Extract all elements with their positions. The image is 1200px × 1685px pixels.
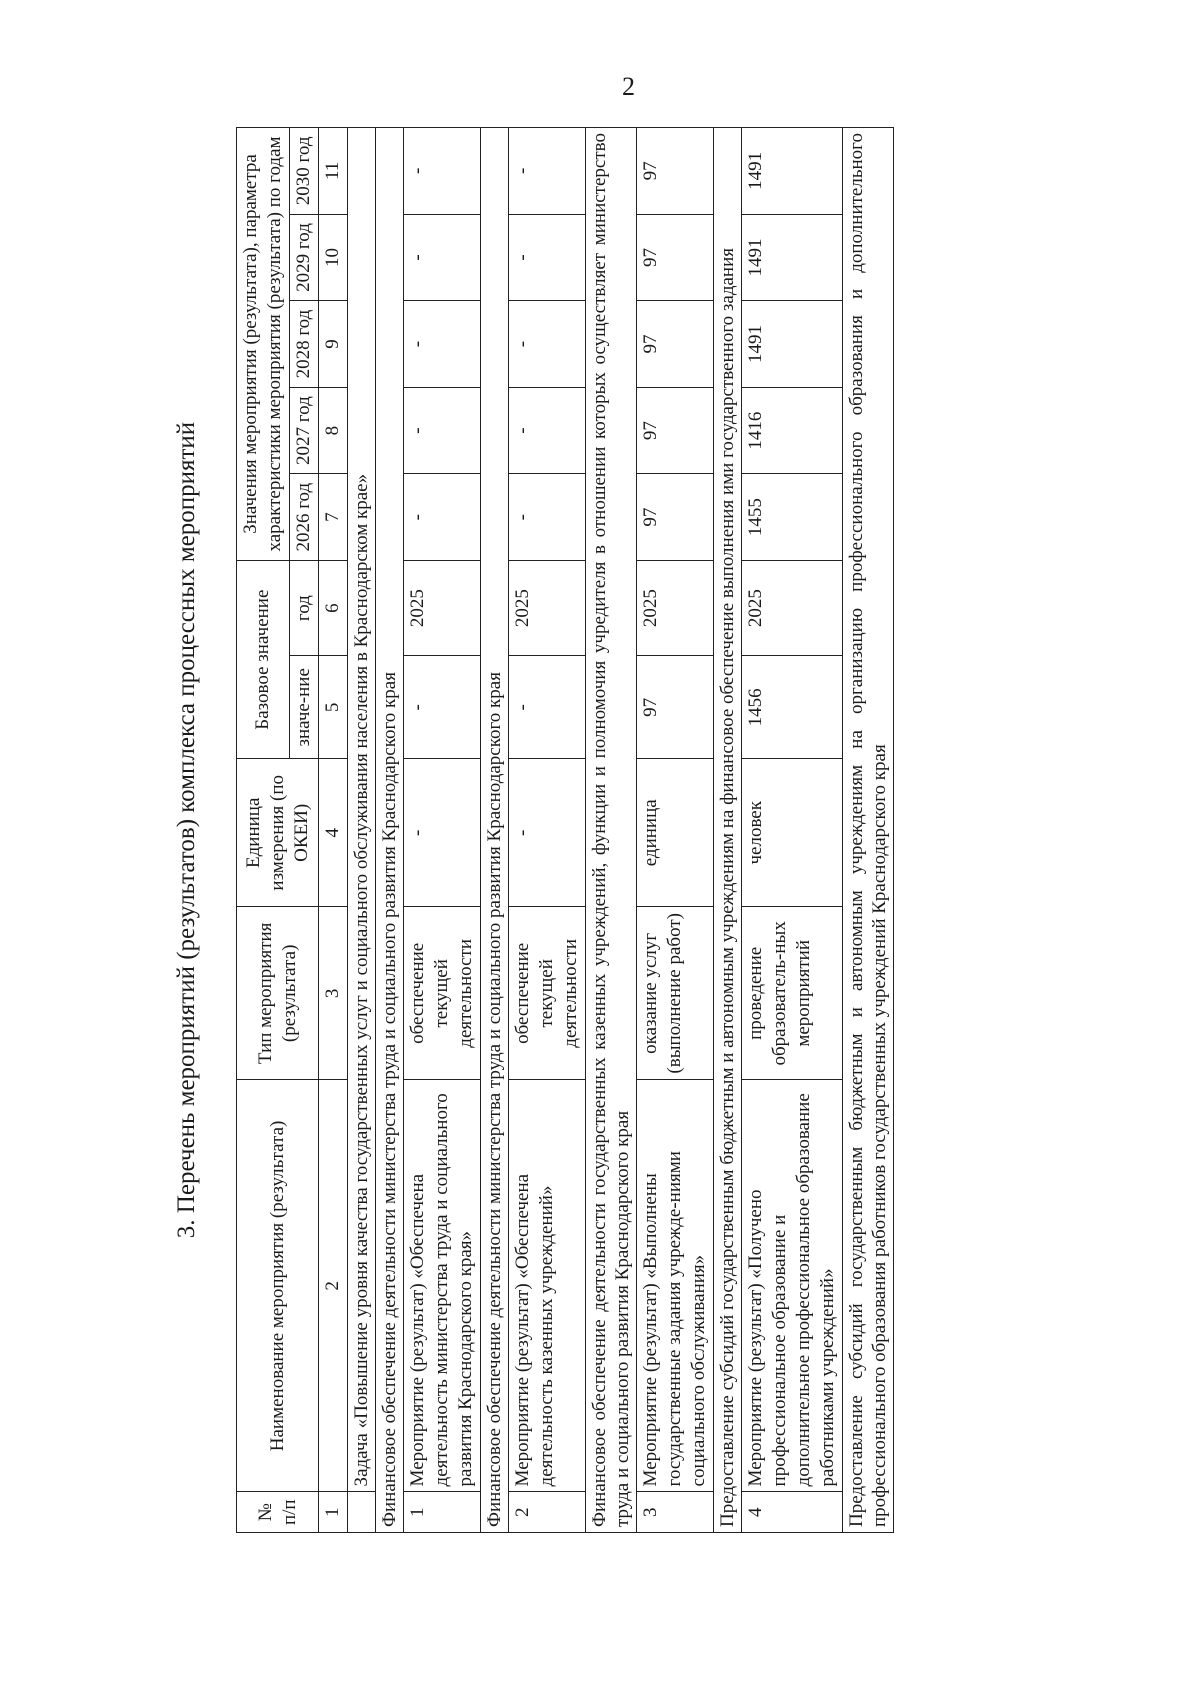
row-base-year: 2025 [637, 560, 714, 655]
header-values: Значения мероприятия (результата), параметра характеристики мероприятия (результата) по годам [237, 128, 290, 561]
row-base-value: - [404, 656, 481, 759]
row-value-2027: 97 [637, 387, 714, 474]
table-row [509, 128, 586, 1533]
header-year-2026: 2026 год [290, 474, 319, 561]
column-numbers-row [319, 128, 348, 1533]
row-value-2027: - [509, 387, 586, 474]
row-num: 4 [742, 1492, 843, 1533]
row-type: оказание услуг (выполнение работ) [637, 907, 714, 1080]
section-heading: 3. Перечень мероприятий (результатов) комплекса процессных мероприятий [173, 421, 200, 1239]
row-name: Мероприятие (результат) «Обеспечена деятельность казенных учреждений» [509, 1080, 586, 1492]
col-number: 3 [319, 907, 348, 1080]
row-base-year: 2025 [404, 560, 481, 655]
row-value-2030: - [509, 128, 586, 215]
row-name: Мероприятие (результат) «Получено профессиональное образование и дополнительное профессиональное образование работниками учреждений» [742, 1080, 843, 1492]
section-row [481, 128, 509, 1533]
page-number: 2 [622, 72, 635, 101]
header-base: Базовое значение [237, 560, 290, 758]
row-value-2027: - [404, 387, 481, 474]
section-row [586, 128, 637, 1533]
col-number: 4 [319, 759, 348, 907]
col-number: 6 [319, 560, 348, 655]
row-base-year: 2025 [509, 560, 586, 655]
row-unit: единица [637, 759, 714, 907]
section-row [714, 128, 742, 1533]
row-num: 3 [637, 1492, 714, 1533]
header-year-2027: 2027 год [290, 387, 319, 474]
col-number: 2 [319, 1080, 348, 1492]
row-num: 2 [509, 1492, 586, 1533]
row-value-2029: - [404, 214, 481, 301]
row-base-value: 1456 [742, 656, 843, 759]
row-value-2030: 1491 [742, 128, 843, 215]
activities-table [236, 127, 894, 1533]
col-number: 9 [319, 301, 348, 388]
row-value-2029: - [509, 214, 586, 301]
row-name: Мероприятие (результат) «Обеспечена деятельность министерства труда и социального развития Краснодарского края» [404, 1080, 481, 1492]
row-value-2028: 97 [637, 301, 714, 388]
table-row [742, 128, 843, 1533]
header-row-1 [237, 128, 290, 1533]
col-number: 10 [319, 214, 348, 301]
row-type: проведение образователь-ных мероприятий [742, 907, 843, 1080]
row-unit: человек [742, 759, 843, 907]
row-base-value: - [509, 656, 586, 759]
row-value-2026: - [404, 474, 481, 561]
row-name: Мероприятие (результат) «Выполнены государственные задания учрежде-ниями социального обслуживания» [637, 1080, 714, 1492]
row-value-2026: - [509, 474, 586, 561]
col-number: 1 [319, 1492, 348, 1533]
header-year-2028: 2028 год [290, 301, 319, 388]
header-num: № п/п [237, 1492, 319, 1533]
row-value-2029: 1491 [742, 214, 843, 301]
col-number: 7 [319, 474, 348, 561]
section-title-1: Финансовое обеспечение деятельности министерства труда и социального развития Краснодарского края [376, 128, 404, 1533]
row-value-2026: 97 [637, 474, 714, 561]
row-value-2028: - [404, 301, 481, 388]
table-row [404, 128, 481, 1533]
col-number: 11 [319, 128, 348, 215]
row-value-2029: 97 [637, 214, 714, 301]
row-type: обеспечение текущей деятельности [404, 907, 481, 1080]
section-row [376, 128, 404, 1533]
task-title: Задача «Повышение уровня качества государственных услуг и социального обслуживания населения в Краснодарском крае» [348, 128, 376, 1492]
header-year-2029: 2029 год [290, 214, 319, 301]
header-year-2030: 2030 год [290, 128, 319, 215]
header-base-value: значе-ние [290, 656, 319, 759]
row-value-2030: 97 [637, 128, 714, 215]
row-base-value: 97 [637, 656, 714, 759]
header-unit: Единица измерения (по ОКЕИ) [237, 759, 319, 907]
table-row [637, 128, 714, 1533]
row-num: 1 [404, 1492, 481, 1533]
row-value-2028: 1491 [742, 301, 843, 388]
row-value-2030: - [404, 128, 481, 215]
row-value-2026: 1455 [742, 474, 843, 561]
row-value-2028: - [509, 301, 586, 388]
row-value-2027: 1416 [742, 387, 843, 474]
row-base-year: 2025 [742, 560, 843, 655]
section-row [843, 128, 894, 1533]
col-number: 5 [319, 656, 348, 759]
row-unit: - [509, 759, 586, 907]
rotated-landscape-page [170, 115, 1030, 1545]
row-type: обеспечение текущей деятельности [509, 907, 586, 1080]
header-base-year: год [290, 560, 319, 655]
task-row [348, 128, 376, 1533]
section-title-3: Финансовое обеспечение деятельности государственных казенных учреждений, функции и полномочия учредителя в отношении которых осуществляет министерство труда и социального развития Краснодарского края [586, 128, 637, 1533]
section-title-5: Предоставление субсидий государственным бюджетным и автономным учреждениям на организацию профессионального образования и дополнительного профессионального образования работников государственных учреждений Краснодарского края [843, 128, 894, 1533]
header-name: Наименование мероприятия (результата) [237, 1080, 319, 1492]
col-number: 8 [319, 387, 348, 474]
row-unit: - [404, 759, 481, 907]
section-title-2: Финансовое обеспечение деятельности министерства труда и социального развития Краснодарского края [481, 128, 509, 1533]
section-title-4: Предоставление субсидий государственным бюджетным и автономным учреждениям на финансовое обеспечение выполнения ими государственного задания [714, 128, 742, 1533]
header-type: Тип мероприятия (результата) [237, 907, 319, 1080]
